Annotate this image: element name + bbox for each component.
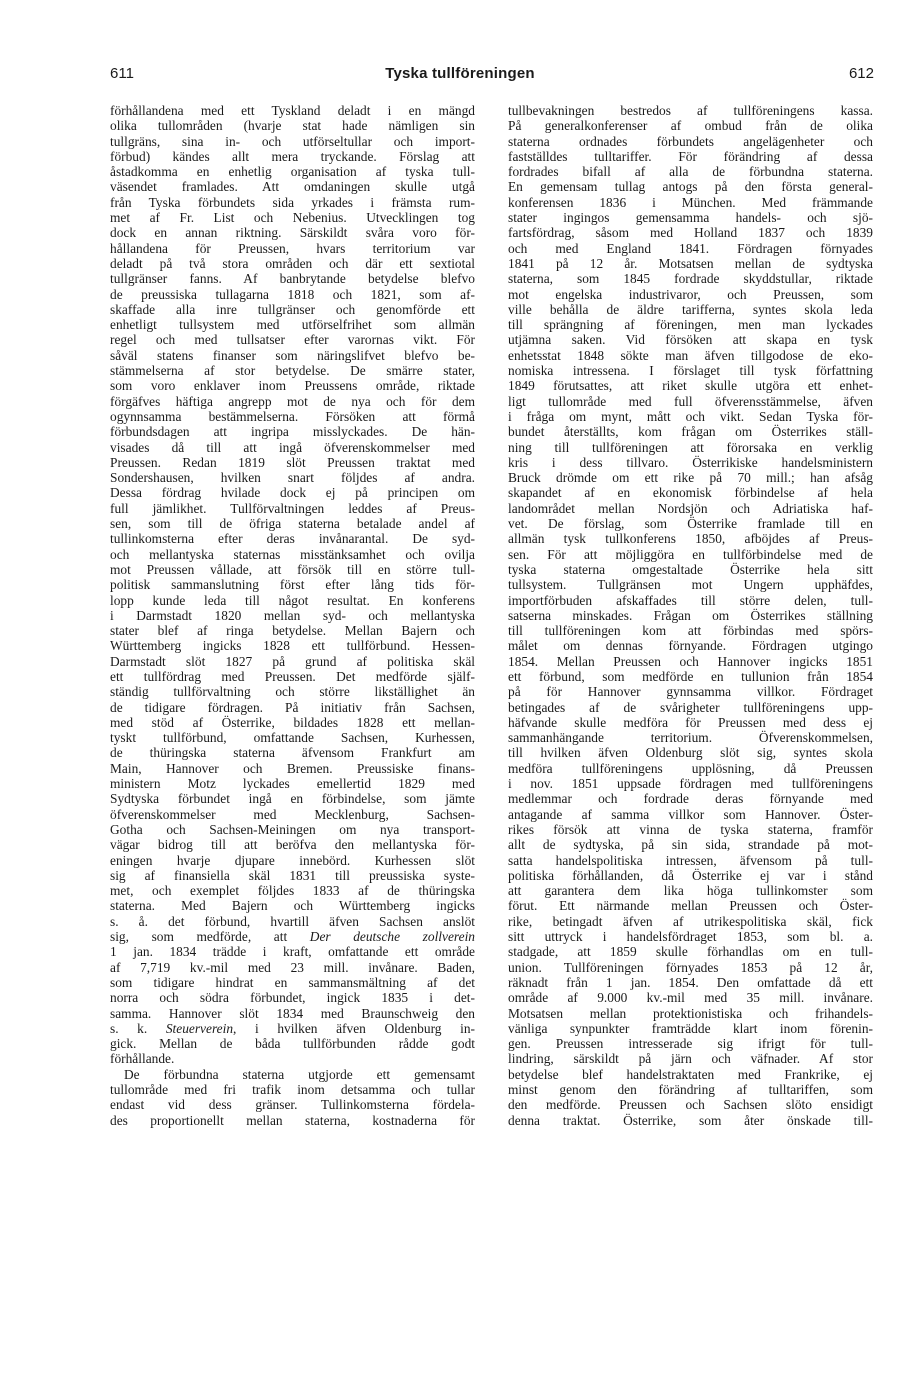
text-line: de preussiska tullagarna 1818 och 1821, som af- (110, 286, 475, 302)
text-line: mot Preussen vållade, att försök till en större tull- (110, 561, 475, 577)
text-line: tullinkomsterna efter deras invånarantal. De syd- (110, 531, 475, 547)
text-line: af 7,719 kv.-mil med 23 mill. invånare. Baden, (110, 959, 475, 975)
text-line: politiska förhållanden, då Österrike ej var i stånd (508, 867, 873, 883)
text-line: tyskt tullförbund, omfattande Sachsen, Kurhessen, (110, 730, 475, 746)
text-line: 1854. Mellan Preussen och Hannover ingicks 1851 (508, 653, 873, 669)
text-line: landområdet mellan Nordsjön och Adriatiska haf- (508, 500, 873, 516)
text-line: konferensen 1836 i München. Med främmande (508, 194, 873, 210)
text-line: tullgräns, sina in- och utförseltullar och import- (110, 133, 475, 149)
text-line: satserna minskades. Frågan om Österrikes ställning (508, 607, 873, 623)
text-line: allt de sydtyska, på sin sida, strandade på mot- (508, 837, 873, 853)
text-line: rikes försök att vinna de tyska staterna, framför (508, 821, 873, 837)
text-line: kris i dess tillvaro. Österrikiske handelsministern (508, 454, 873, 470)
text-line: medlemmar och fordrade deras förnyande med (508, 791, 873, 807)
text-line: Sondershausen, hvilken snart följdes af andra. (110, 470, 475, 486)
text-line: 1 jan. 1834 trädde i kraft, omfattande ett område (110, 944, 475, 960)
text-line: deladt på två stora områden och där ett sextiotal (110, 255, 475, 271)
text-line: betingades af de svårigheter tullföreningens upp- (508, 699, 873, 715)
text-line: vägar bidrog till att beröfva den mellantyska för- (110, 837, 475, 853)
text-line: En gemensam tullag antogs på den första general- (508, 179, 873, 195)
text-line: importförbuden afskaffades till större delen, tull- (508, 592, 873, 608)
text-line: Darmstadt slöt 1827 på grund af politiska skäl (110, 653, 475, 669)
text-line: öfverenskommelser med Mecklenburg, Sachsen- (110, 806, 475, 822)
text-line: full jämlikhet. Tullförvaltningen leddes af Preus- (110, 500, 475, 516)
text-line: i fråga om mynt, mått och vikt. Sedan Tyska för- (508, 408, 873, 424)
italic-title: Der deutsche zollverein (309, 929, 475, 945)
text-line: ogynnsamma bestämmelserna. Försöken att förmå (110, 408, 475, 424)
text-line: som voro enklaver inom Preussens område, riktade (110, 378, 475, 394)
text-line: betydelse blef handelstraktaten med Frankrike, ej (508, 1066, 873, 1082)
text-line: väsendet framlades. Att omdaningen skulle utgå (110, 179, 475, 195)
text-line: vänliga synpunkter framträdde klart inom förenin- (508, 1020, 873, 1036)
text-line: satta handelspolitiska intressen, äfvensom på tull- (508, 852, 873, 868)
text-line: ett tullfördrag med Preussen. Det medförde själf- (110, 668, 475, 684)
text-line: s. å. det förbund, hvartill äfven Sachsen anslöt (110, 913, 475, 929)
text-line: minst genom den förändring af tulltariffen, som (508, 1082, 873, 1097)
text-line: Motsatsen mellan protektionistiska och frihandels- (508, 1005, 873, 1021)
text-line: antagande af samma villkor som Hannover. Öster- (508, 806, 873, 822)
text-line: vet. De förslag, som Österrike framlade till en (508, 516, 873, 532)
text-line: sig, som medförde, att Der deutsche zollverein (110, 929, 475, 945)
text-line: förbundsdagen att ingripa misslyckades. De hän- (110, 424, 475, 440)
right-column (508, 103, 873, 1128)
text-line: från Tyska förbundets sida yrkades i främsta rum- (110, 194, 475, 210)
text-line: regel och med tullsatser efter varornas vikt. För (110, 332, 475, 348)
text-line: den medförde. Preussen och Sachsen slöto ensidigt (508, 1097, 873, 1113)
text-line: ständig tullförvaltning och större likställighet än (110, 684, 475, 700)
text-line: i nov. 1851 uppsade fördragen med tullföreningens (508, 776, 873, 792)
text-line: ligt tullområde med full öfverensstämmelse, äfven (508, 393, 873, 409)
text-line: till tullföreningen kom att förbindas med spörs- (508, 623, 873, 639)
text-line: enhetligt tullsystem med utförselfrihet som allmän (110, 317, 475, 333)
text-line: Sydtyska förbundet ingå en förbindelse, som jämte (110, 791, 475, 807)
text-line: des proportionellt mellan staterna, kostnaderna för (110, 1112, 475, 1128)
text-line: stadgade, att 1859 skulle förhandlas om en tull- (508, 944, 873, 960)
text-line: nomiska intressena. I förslaget till tysk författning (508, 363, 873, 379)
text-line: målet om dennas förnyande. Fördragen utgingo (508, 638, 873, 654)
text-line: staterna, som 1845 fordrade skyddstullar, riktade (508, 271, 873, 287)
text-line: fordrades bifall af alla de förbundna staterna. (508, 164, 873, 180)
text-line: som tidigare hindrat en sammansmältning af det (110, 974, 475, 990)
text-line: förbud) kändes allt mera tryckande. Förslag att (110, 148, 475, 164)
text-line: förhållandena med ett Tyskland deladt i en mängd (110, 103, 475, 118)
text-line: mot engelska industrivaror, och Preussen, som (508, 286, 873, 302)
text-line: såväl statens finanser som näringslifvet blefvo be- (110, 347, 475, 363)
page-number-left: 611 (110, 65, 134, 82)
text-line: eningen hvarje djupare innebörd. Kurhessen slöt (110, 852, 475, 868)
text-line: förut. Ett närmande mellan Preussen och Öster- (508, 898, 873, 914)
text-line: 1841 på 12 år. Motsatsen mellan de sydtyska (508, 255, 873, 271)
text-line: åstadkomma en enhetlig organisation af tyska tull- (110, 164, 475, 180)
text-line: ministern Motz lyckades emellertid 1829 med (110, 776, 475, 792)
page-header (0, 64, 920, 88)
text-line: denna traktat. Österrike, som åter önskade till- (508, 1112, 873, 1128)
text-line: 1849 förutsattes, att riket skulle utgöra ett enhet- (508, 378, 873, 394)
page-number-right: 612 (848, 65, 874, 82)
text-line: dock en annan riktning. Särskildt svåra voro för- (110, 225, 475, 241)
text-line: politisk sammanslutning först efter lång tids för- (110, 577, 475, 593)
text-line: skaffade alla inre tullgränser och genomförde ett (110, 301, 475, 317)
text-line: visades då till att ingå öfverenskommelser med (110, 439, 475, 455)
text-line: stater blef af ringa betydelse. Mellan Bajern och (110, 623, 475, 639)
text-line: ville behålla de äldre tarifferna, syntes skola leda (508, 301, 873, 317)
text-line: på för Hannover gynnsamma villkor. Fördraget (508, 684, 873, 700)
text-line: med stöd af Österrike, bildades 1828 ett mellan- (110, 714, 475, 730)
text-line: sen, som till de öfriga staterna betalade andel af (110, 516, 475, 532)
text-line: utjämna saken. Vid försöken att skapa en tysk (508, 332, 873, 348)
text-line: fartsfördrag, såsom med Holland 1837 och 1839 (508, 225, 873, 241)
text-line: hållandena för Preussen, hvars territorium var (110, 240, 475, 256)
text-line: stämmelserna af stor betydelse. De smärre stater, (110, 363, 475, 379)
text-line: till hvilken äfven Oldenburg slöt sig, syntes skola (508, 745, 873, 761)
text-line: fastställdes tulltariffer. För förändring af dessa (508, 148, 873, 164)
text-line: De förbundna staterna utgjorde ett gemensamt (124, 1066, 475, 1082)
text-line: tullbevakningen bestredos af tullföreningens kassa. (508, 103, 873, 118)
text-line: På generalkonferenser af ombud från de olika (508, 118, 873, 134)
text-line: sig af finansiella skäl 1831 till preussiska syste- (110, 867, 475, 883)
text-line: enhetsstat 1848 sökte man äfven tillgodose de eko- (508, 347, 873, 363)
text-line: gick. Mellan de båda tullförbunden rådde godt (110, 1036, 475, 1052)
text-line: staterna ordnades förbundets angelägenheter och (508, 133, 873, 149)
text-line: och mellantyska staternas misstänksamhet och ovilja (110, 546, 475, 562)
text-line: staterna. Med Bajern och Württemberg ingicks (110, 898, 475, 914)
text-line: sen. För att möjliggöra en tullförbindelse med de (508, 546, 873, 562)
text-line: tullområde med fri trafik inom detsamma och tullar (110, 1082, 475, 1097)
text-line: union. Tullföreningen förnyades 1853 på 12 år, (508, 959, 873, 975)
text-line: tullsystem. Tullgränsen mot Ungern upphäfdes, (508, 577, 873, 593)
text-line: skapandet af en ekonomisk förbindelse af hela (508, 485, 873, 501)
text-line: område af 9.000 kv.-mil med 35 mill. invånare. (508, 990, 873, 1006)
text-line: endast vid dess gränser. Tullinkomsterna fördela- (110, 1097, 475, 1113)
left-column (110, 103, 475, 1128)
text-line: olika tullområden (hvarje stat hade nämligen sin (110, 118, 475, 134)
text-line: ett förbund, som medförde en tullunion från 1854 (508, 668, 873, 684)
text-line: och med England 1841. Fördragen förnyades (508, 240, 873, 256)
text-line: met af Fr. List och Nebenius. Utvecklingen tog (110, 210, 475, 226)
text-line: Württemberg ingicks 1828 ett tullförbund. Hessen- (110, 638, 475, 654)
text-line: till sprängning af föreningen, men man lyckades (508, 317, 873, 333)
text-line: rike, betingadt äfven af utrikespolitiska skäl, fick (508, 913, 873, 929)
text-line: Main, Hannover och Bremen. Preussiske finans- (110, 760, 475, 776)
text-line: allmän tysk tullkonferens 1850, afböjdes af Preus- (508, 531, 873, 547)
text-line: medföra tullföreningens upplösning, då Preussen (508, 760, 873, 776)
text-line: förhållande. (110, 1051, 175, 1067)
text-line: norra och södra förbundet, ingick 1835 i det- (110, 990, 475, 1006)
text-line: i Darmstadt 1820 mellan syd- och mellantyska (110, 607, 475, 623)
text-line: förgäfves häftiga angrepp mot de nya och för dem (110, 393, 475, 409)
italic-title: Steuerverein (165, 1020, 234, 1036)
text-line: met, och exemplet följdes 1833 af de thüringska (110, 883, 475, 899)
text-line: tyska staterna omgestaltade Österrike hela sitt (508, 561, 873, 577)
text-line: tullgränser fanns. Af banbrytande betydelse blefvo (110, 271, 475, 287)
text-line: lindring, särskildt på järn och väfnader. Af stor (508, 1051, 873, 1067)
text-line: samma. Hannover slöt 1834 med Braunschweig den (110, 1005, 475, 1021)
text-line: stater ingingos gemensamma handels- och sjö- (508, 210, 873, 226)
text-line: räknadt från 1 jan. 1854. Den omfattade då ett (508, 974, 873, 990)
text-line: att garantera dem lika höga tullinkomster som (508, 883, 873, 899)
text-line: bundet återställts, kom frågan om Österrikes ställ- (508, 424, 873, 440)
text-line: de tidigare fördragen. På initiativ från Sachsen, (110, 699, 475, 715)
text-line: s. k. Steuerverein, i hvilken äfven Oldenburg in- (110, 1020, 475, 1036)
text-line: ning till tullföreningen att förorsaka en verklig (508, 439, 873, 455)
text-line: gen. Preussen intresserade sig ifrigt för tull- (508, 1036, 873, 1052)
text-line: häfvande skulle medföra för Preussen med dess ej (508, 714, 873, 730)
text-line: sammanhängande territorium. Öfverenskommelsen, (508, 730, 873, 746)
text-line: Dessa fördrag hvilade dock ej på principen om (110, 485, 475, 501)
text-line: Gotha och Sachsen-Meiningen om nya transport- (110, 821, 475, 837)
text-line: Bruck drömde om ett rike på 70 mill.; han afsåg (508, 470, 873, 486)
text-line: de thüringska staterna äfvensom Frankfurt am (110, 745, 475, 761)
text-line: Preussen. Redan 1819 slöt Preussen traktat med (110, 454, 475, 470)
running-title: Tyska tullföreningen (385, 65, 535, 82)
text-line: sitt uttryck i handelsfördraget 1853, som bl. a. (508, 929, 873, 945)
text-line: lopp kunde leda till något resultat. En konferens (110, 592, 475, 608)
